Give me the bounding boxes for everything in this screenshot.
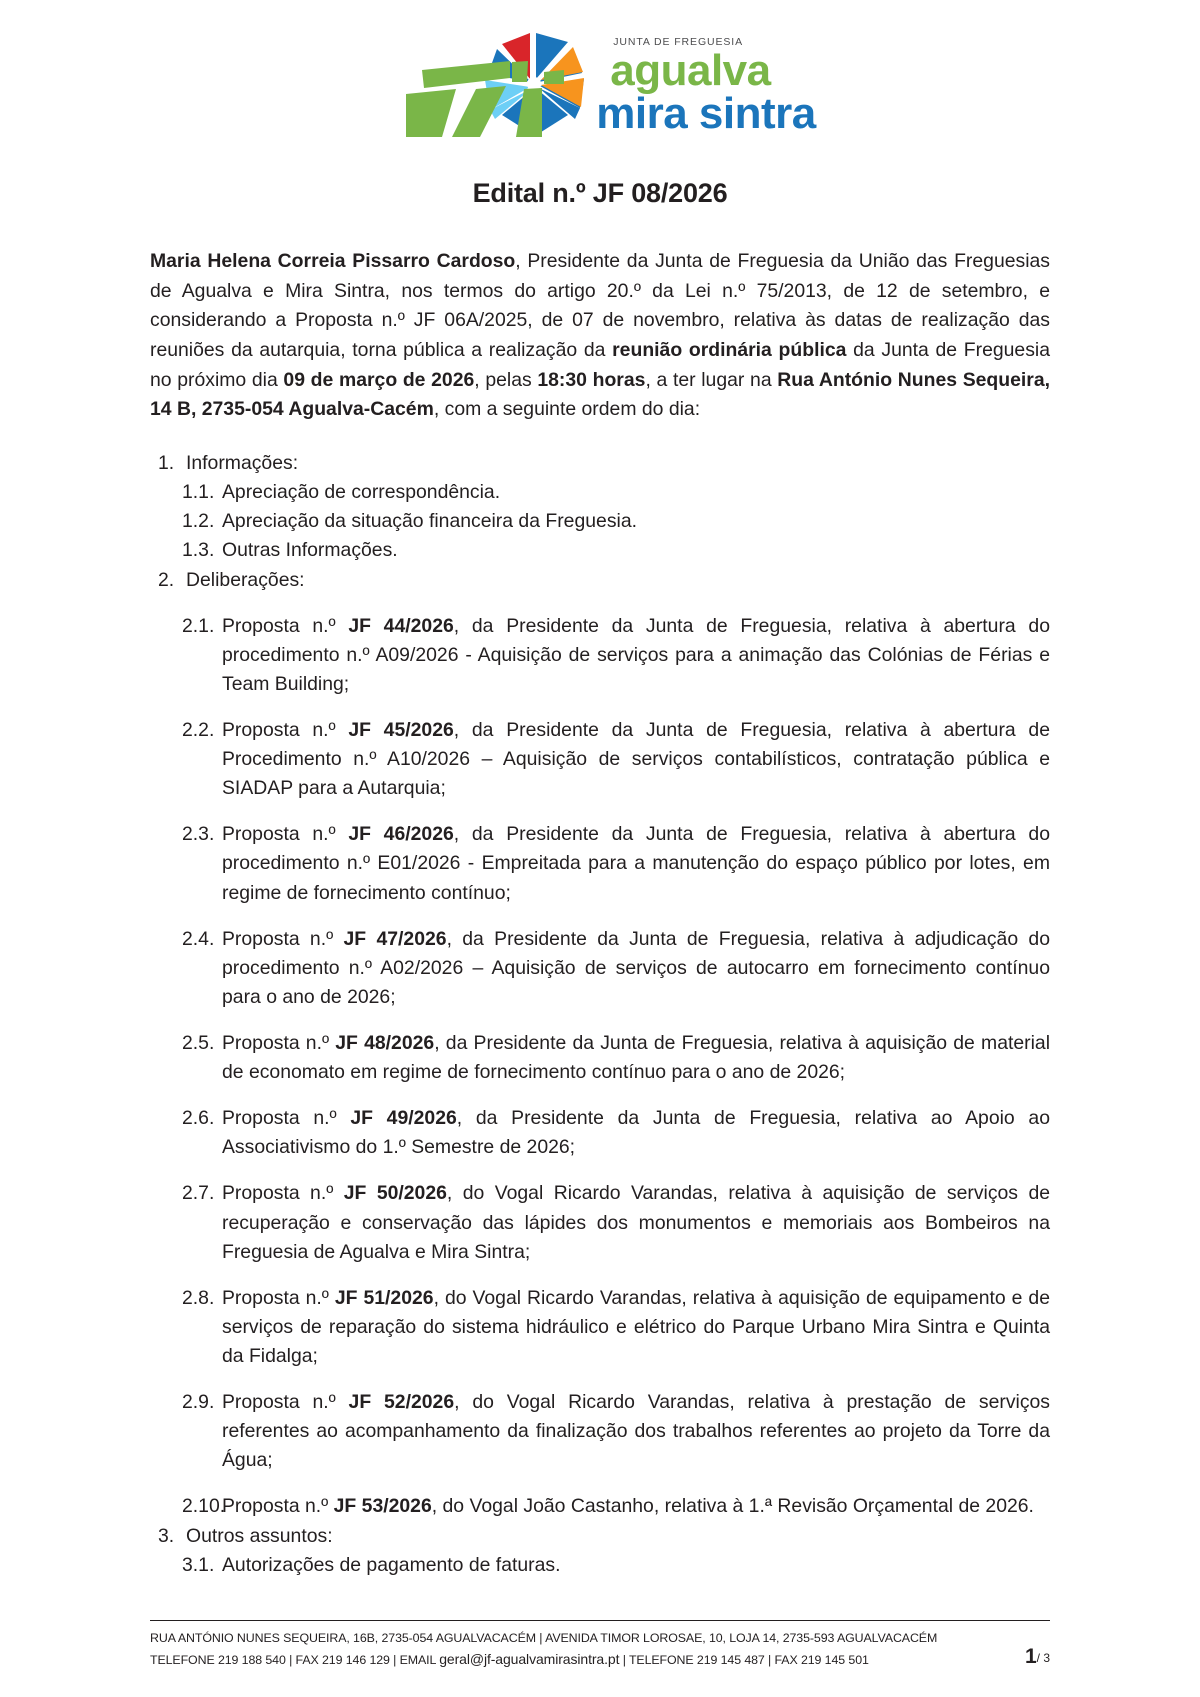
- agenda-subitem-2-6-text: [222, 1104, 1050, 1162]
- agenda-subitem-2-7: [150, 1179, 1050, 1266]
- meeting-address: Rua António Nunes Sequeira, 14 B, 2735-054 Agualva-Cacém: [150, 368, 1050, 421]
- proposal-reference: JF 51/2026: [334, 1286, 434, 1309]
- agenda-item-1: [150, 449, 1050, 478]
- proposal-body: , da Presidente da Junta de Freguesia, relativa à adjudicação do procedimento n.º A02/2026 – Aquisição de serviços de autocarro em fornecimento contínuo para o ano de 2026;: [222, 927, 1050, 1008]
- agenda-item-3-number: 3.: [158, 1524, 175, 1547]
- agenda-subitem-2-10-text: [222, 1492, 1050, 1521]
- agenda-subitem-2-8: [150, 1284, 1050, 1371]
- intro-part-1: , Presidente da Junta de Freguesia da União das Freguesias de Agualva e Mira Sintra, nos termos do artigo 20.º da Lei n.º 75/2013, de 12 de setembro, e considerando a Proposta n.º JF 06A/2025, de 07 de novembro, relativa às datas de realização das reuniões da autarquia, torna pública a realização da: [150, 250, 1050, 362]
- agenda-item-1-label: Informações:: [186, 452, 299, 475]
- logo-agualva-text: agualva: [610, 45, 771, 95]
- proposal-prefix: Proposta n.º: [222, 1391, 349, 1414]
- windmill-logo-icon: [384, 22, 616, 140]
- proposal-body: , do Vogal João Castanho, relativa à 1.ª Revisão Orçamental de 2026.: [431, 1495, 1034, 1518]
- proposal-reference: JF 48/2026: [335, 1031, 435, 1054]
- agenda-item-3: [150, 1522, 1050, 1551]
- agenda-subitem-2-1: [150, 612, 1050, 699]
- agenda-subitem-1-1-number: 1.1.: [182, 481, 215, 504]
- proposal-reference: JF 44/2026: [348, 614, 454, 637]
- logo-mira-sintra-text: mira sintra: [596, 88, 816, 138]
- agenda-subitem-1-3-text: Outras Informações.: [222, 539, 398, 562]
- agenda-subitem-2-7-text: [222, 1179, 1050, 1266]
- agenda-subitem-1-1-text: Apreciação de correspondência.: [222, 481, 501, 504]
- agenda-subitem-2-4: [150, 925, 1050, 1012]
- proposal-body: , do Vogal Ricardo Varandas, relativa à prestação de serviços referentes ao acompanhamento da finalização dos trabalhos referentes ao projeto da Torre da Água;: [222, 1391, 1051, 1472]
- proposal-body: , da Presidente da Junta de Freguesia, relativa à abertura do procedimento n.º E01/2026 - Empreitada para a manutenção do espaço público por lotes, em regime de fornecimento contínuo;: [222, 823, 1050, 904]
- proposal-reference: JF 45/2026: [348, 719, 454, 741]
- proposal-reference: JF 50/2026: [343, 1182, 447, 1205]
- agenda-subitem-2-6-number: 2.6.: [182, 1107, 215, 1130]
- document-body: [150, 140, 1050, 1580]
- proposal-reference: JF 52/2026: [348, 1391, 455, 1414]
- intro-part-5: , com a seguinte ordem do dia:: [433, 398, 701, 421]
- agenda-subitem-2-8-text: [222, 1284, 1050, 1371]
- proposal-prefix: Proposta n.º: [222, 719, 349, 741]
- agenda-subitem-2-3-number: 2.3.: [182, 823, 215, 846]
- agenda-subitem-2-2-number: 2.2.: [182, 719, 215, 741]
- agenda-subitem-2-2: [150, 716, 1050, 803]
- proposal-body: , do Vogal Ricardo Varandas, relativa à aquisição de serviços de recuperação e conservação das lápides dos monumentos e memoriais aos Bombeiros na Freguesia de Agualva e Mira Sintra;: [222, 1182, 1051, 1263]
- page-number-current: 1: [1024, 1645, 1037, 1668]
- agenda-subitem-2-10: [150, 1492, 1050, 1521]
- proposal-body: , da Presidente da Junta de Freguesia, relativa à abertura de Procedimento n.º A10/2026 – Aquisição de serviços contabilísticos, contratação pública e SIADAP para a Autarquia;: [222, 719, 1050, 800]
- page-number: [1025, 1645, 1050, 1669]
- proposal-reference: JF 47/2026: [343, 927, 447, 950]
- junta-de-freguesia-logo: [384, 22, 815, 140]
- agenda-subitem-2-4-number: 2.4.: [182, 927, 215, 950]
- agenda-item-2-label: Deliberações:: [186, 568, 305, 591]
- intro-part-4: , a ter lugar na: [645, 368, 778, 391]
- agenda-subitem-1-3: [150, 536, 1050, 565]
- agenda-subitem-1-1: [150, 478, 1050, 507]
- proposal-prefix: Proposta n.º: [222, 1182, 344, 1205]
- agenda-subitem-2-10-number: 2.10.: [182, 1495, 226, 1518]
- agenda-subitem-2-2-text: [222, 716, 1050, 803]
- logo-wordmark: [596, 36, 816, 138]
- agenda-subitem-2-9-number: 2.9.: [182, 1391, 215, 1414]
- agenda-subitem-2-8-number: 2.8.: [182, 1286, 215, 1309]
- proposal-prefix: Proposta n.º: [222, 1495, 334, 1518]
- agenda-item-2-number: 2.: [158, 568, 175, 591]
- intro-part-2: da Junta de Freguesia no próximo dia: [150, 339, 1050, 391]
- proposal-reference: JF 53/2026: [333, 1495, 432, 1518]
- footer-phone-fax-right: | TELEFONE 219 145 487 | FAX 219 145 501: [619, 1653, 869, 1668]
- agenda-subitem-2-1-number: 2.1.: [182, 614, 215, 637]
- meeting-type: reunião ordinária pública: [612, 339, 847, 362]
- proposal-body: , da Presidente da Junta de Freguesia, relativa à aquisição de material de economato em regime de fornecimento contínuo para o ano de 2026;: [222, 1031, 1051, 1084]
- agenda-subitem-2-3: [150, 820, 1050, 907]
- footer-address-line: RUA ANTÓNIO NUNES SEQUEIRA, 16B, 2735-054 AGUALVACACÉM | AVENIDA TIMOR LOROSAE, 10, LOJA 14, 2735-593 AGUALVACACÉM: [150, 1631, 938, 1646]
- agenda-subitem-1-2-text: Apreciação da situação financeira da Freguesia.: [222, 510, 637, 533]
- agenda-subitem-3-1-text: Autorizações de pagamento de faturas.: [222, 1553, 561, 1576]
- proposal-prefix: Proposta n.º: [222, 1107, 351, 1130]
- page-number-total: / 3: [1036, 1651, 1050, 1665]
- proposal-body: , da Presidente da Junta de Freguesia, relativa à abertura do procedimento n.º A09/2026 - Aquisição de serviços para a animação das Colónias de Férias e Team Building;: [222, 614, 1050, 695]
- proposal-reference: JF 49/2026: [350, 1107, 457, 1130]
- meeting-date: 09 de março de 2026: [283, 368, 475, 391]
- agenda-item-3-label: Outros assuntos:: [186, 1524, 333, 1547]
- proposal-body: , do Vogal Ricardo Varandas, relativa à aquisição de equipamento e de serviços de reparação do sistema hidráulico e elétrico do Parque Urbano Mira Sintra e Quinta da Fidalga;: [222, 1286, 1051, 1367]
- agenda-subitem-1-3-number: 1.3.: [182, 539, 215, 562]
- proposal-prefix: Proposta n.º: [222, 1031, 336, 1054]
- document-footer: [150, 1620, 1050, 1671]
- agenda-subitem-2-3-text: [222, 820, 1050, 907]
- agenda-item-1-number: 1.: [158, 452, 175, 475]
- agenda-subitem-3-1: [150, 1551, 1050, 1580]
- agenda-subitem-1-2: [150, 507, 1050, 536]
- agenda-subitem-2-4-text: [222, 925, 1050, 1012]
- agenda-subitem-3-1-number: 3.1.: [182, 1553, 215, 1576]
- logo-kicker: JUNTA DE FREGUESIA: [613, 36, 744, 49]
- agenda-subitem-2-9: [150, 1388, 1050, 1475]
- agenda-subitem-2-5: [150, 1029, 1050, 1087]
- agenda-subitem-2-5-text: [222, 1029, 1050, 1087]
- proposal-prefix: Proposta n.º: [222, 823, 349, 846]
- intro-paragraph: [150, 247, 1050, 425]
- agenda-subitem-2-5-number: 2.5.: [182, 1031, 215, 1054]
- proposal-prefix: Proposta n.º: [222, 1286, 335, 1309]
- footer-email[interactable]: geral@jf-agualvamirasintra.pt: [439, 1651, 620, 1668]
- footer-phone-fax-left: TELEFONE 219 188 540 | FAX 219 146 129 | EMAIL: [150, 1653, 440, 1668]
- page-title: Edital n.º JF 08/2026: [472, 178, 728, 208]
- proposal-body: , da Presidente da Junta de Freguesia, relativa ao Apoio ao Associativismo do 1.º Semestre de 2026;: [222, 1107, 1051, 1159]
- footer-contact-line: [150, 1648, 1050, 1671]
- agenda-subitem-2-7-number: 2.7.: [182, 1182, 215, 1205]
- president-name: Maria Helena Correia Pissarro Cardoso: [150, 250, 516, 272]
- meeting-time: 18:30 horas: [537, 368, 646, 391]
- agenda-subitem-2-1-text: [222, 612, 1050, 699]
- document-header: [0, 0, 1200, 140]
- agenda-subitem-2-6: [150, 1104, 1050, 1162]
- proposal-reference: JF 46/2026: [348, 823, 454, 846]
- proposal-prefix: Proposta n.º: [222, 614, 349, 637]
- intro-part-3: , pelas: [474, 368, 538, 391]
- agenda-subitem-2-9-text: [222, 1388, 1050, 1475]
- proposal-prefix: Proposta n.º: [222, 927, 344, 950]
- agenda-subitem-1-2-number: 1.2.: [182, 510, 215, 533]
- agenda-item-2: [150, 566, 1050, 595]
